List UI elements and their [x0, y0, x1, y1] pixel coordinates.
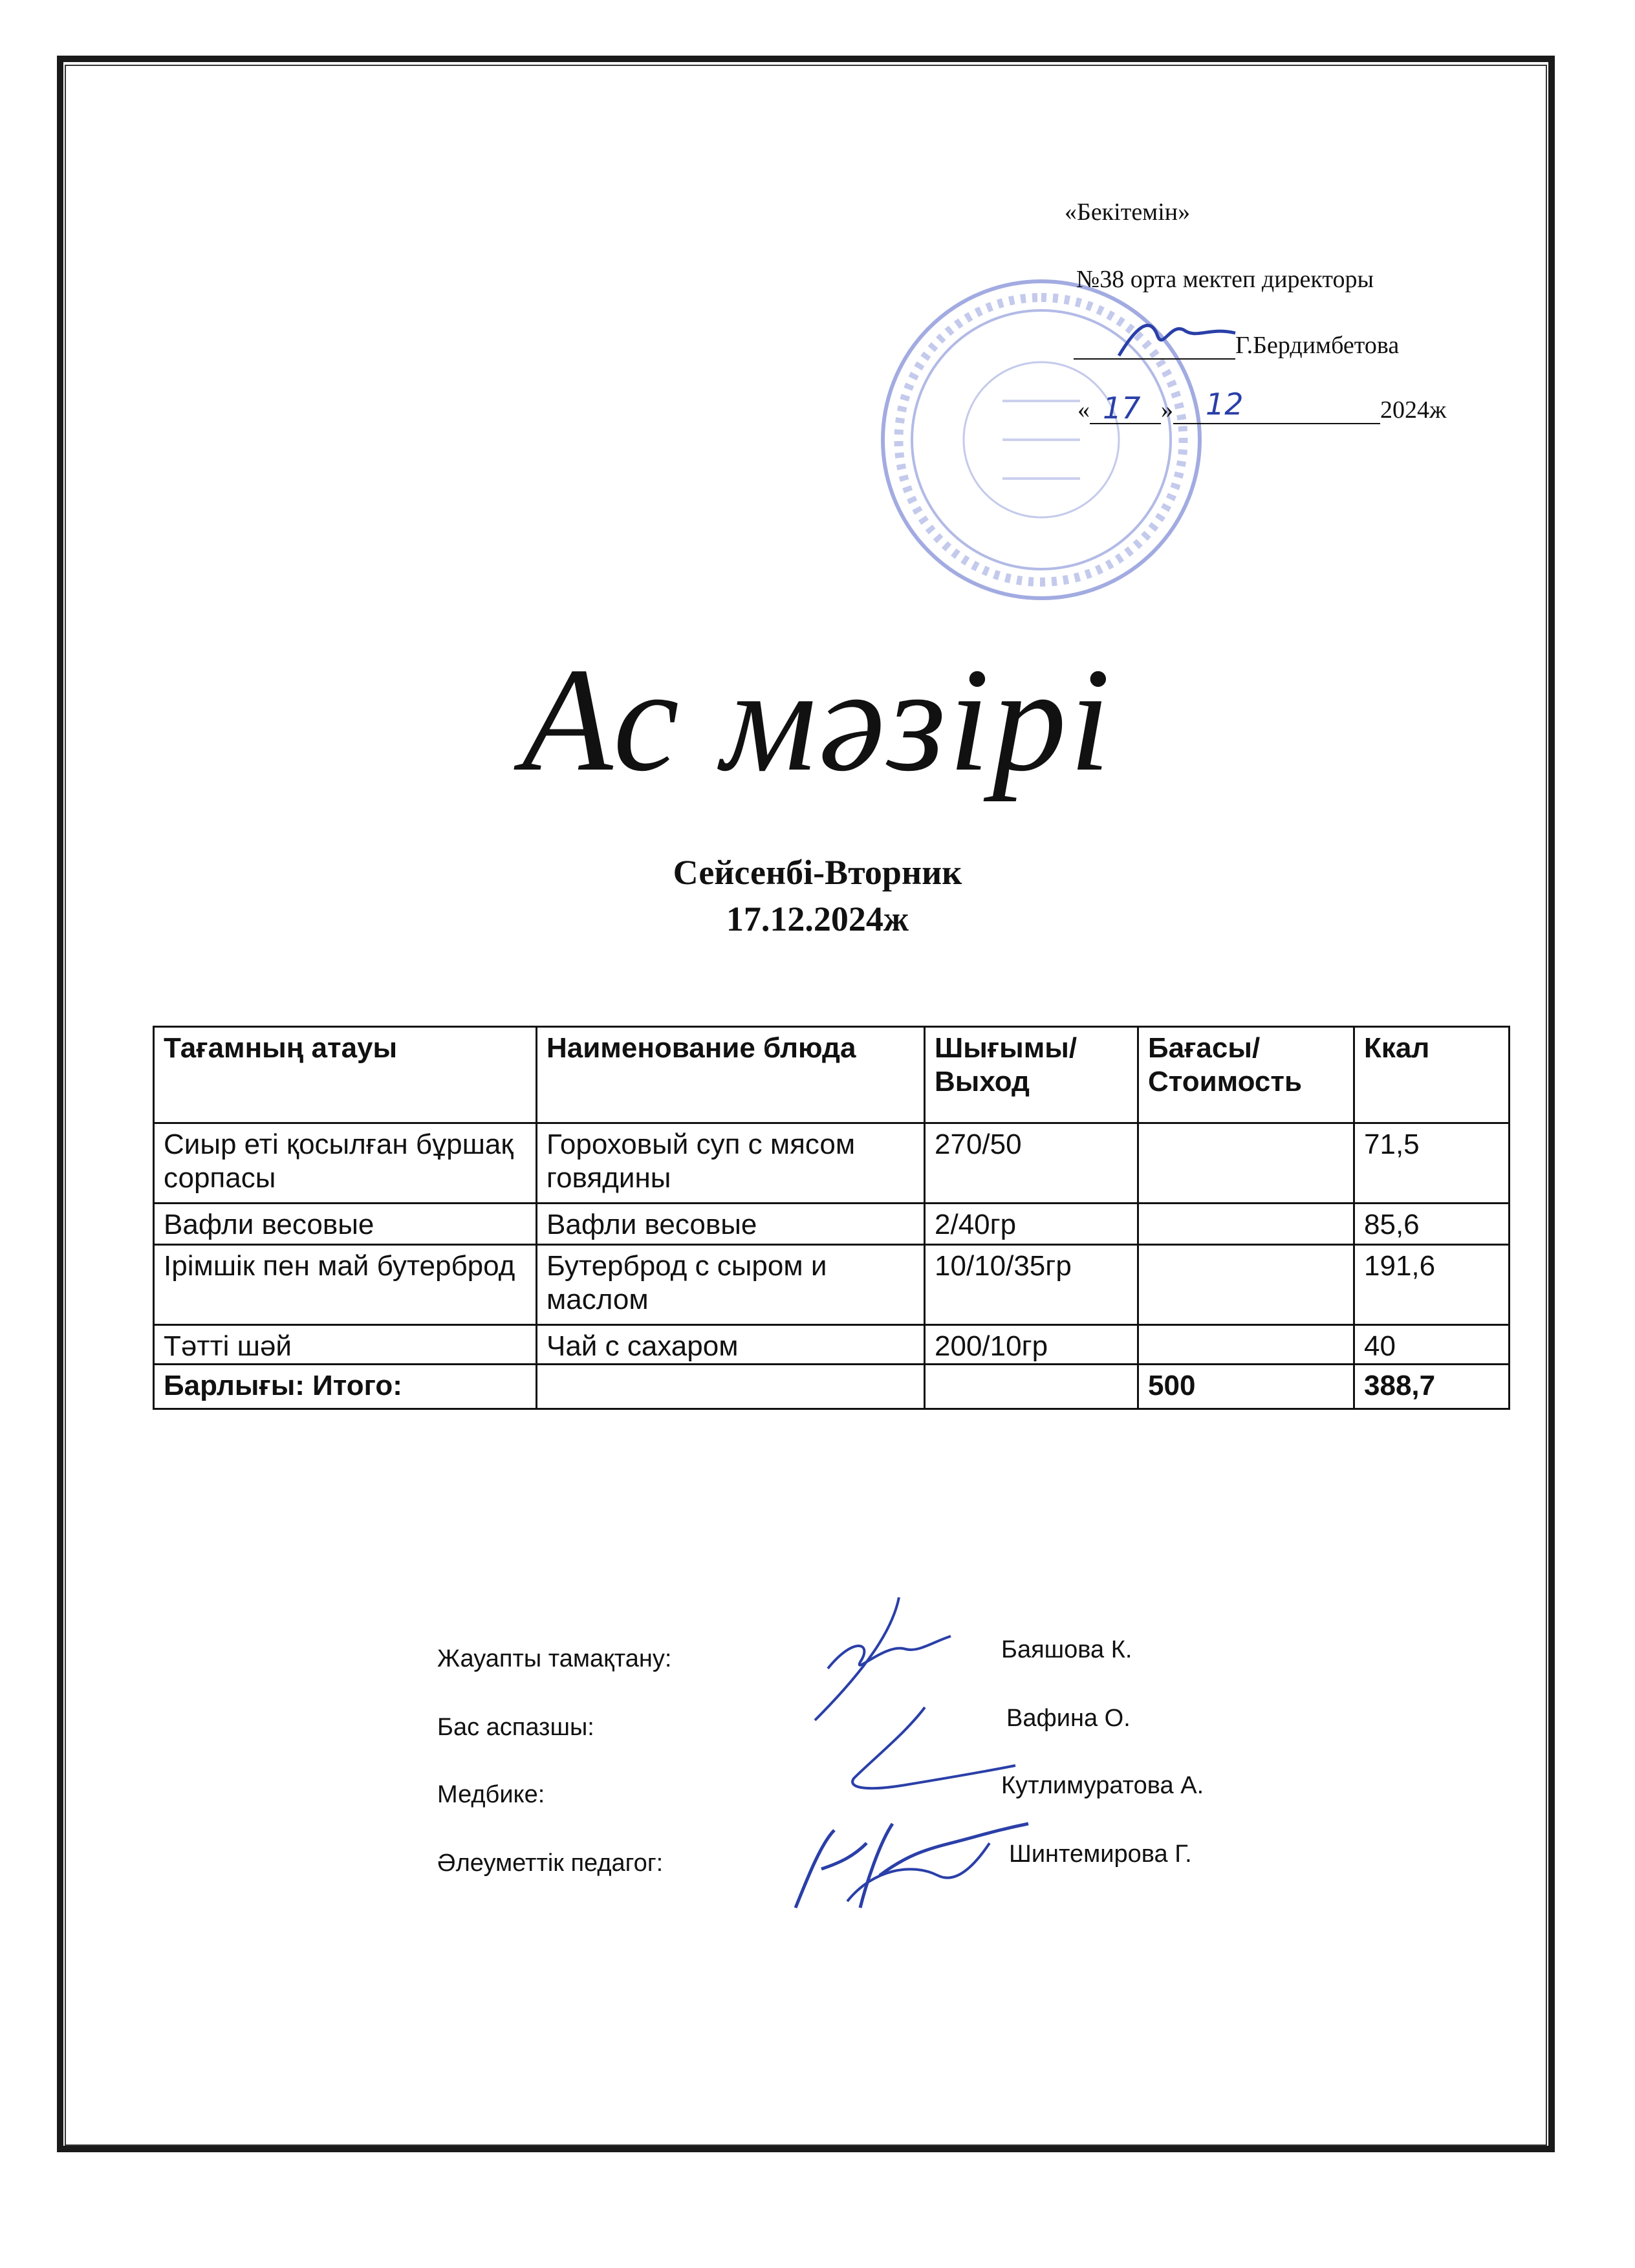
total-empty-2: [925, 1365, 1138, 1409]
table-row: [154, 1204, 1510, 1245]
signature-name: Шинтемирова Г.: [1009, 1841, 1192, 1868]
approval-director-title: №38 орта мектеп директоры: [1076, 266, 1374, 293]
cell-price: [1138, 1123, 1354, 1204]
cell-kz-name: Вафли весовые: [154, 1204, 537, 1245]
cell-output: 2/40гр: [925, 1204, 1138, 1245]
cell-output: 10/10/35гр: [925, 1245, 1138, 1325]
approval-date-line: [1077, 387, 1447, 426]
signature-role: Әлеуметтік педагог:: [437, 1850, 664, 1877]
signature-2-icon: [828, 1694, 1022, 1811]
menu-table: [153, 1026, 1510, 1410]
date-open-quote: «: [1077, 396, 1090, 424]
cell-price: [1138, 1325, 1354, 1365]
cell-ru-name: Чай с сахаром: [537, 1325, 925, 1365]
cell-output: 270/50: [925, 1123, 1138, 1204]
total-kcal: 388,7: [1354, 1365, 1510, 1409]
date-year: 2024ж: [1380, 396, 1447, 424]
table-row: [154, 1123, 1510, 1204]
header-kcal: Ккал: [1354, 1027, 1510, 1123]
director-signature-icon: [1112, 310, 1242, 369]
table-row: [154, 1245, 1510, 1325]
signature-name: Баяшова К.: [1001, 1636, 1132, 1663]
signature-role: Медбике:: [437, 1781, 545, 1808]
cell-kcal: 85,6: [1354, 1204, 1510, 1245]
cell-kcal: 40: [1354, 1325, 1510, 1365]
total-price: 500: [1138, 1365, 1354, 1409]
cell-kz-name: Ірімшік пен май бутерброд: [154, 1245, 537, 1325]
date-day-field: [1090, 391, 1161, 426]
menu-title: Ас мәзірі: [522, 637, 1113, 802]
signature-3-icon: [783, 1804, 1041, 1921]
signature-name: Вафина О.: [1006, 1705, 1131, 1732]
total-empty-1: [537, 1365, 925, 1409]
cell-output: 200/10гр: [925, 1325, 1138, 1365]
cell-kz-name: Тәтті шәй: [154, 1325, 537, 1365]
header-ru-name: Наименование блюда: [537, 1027, 925, 1123]
cell-kcal: 191,6: [1354, 1245, 1510, 1325]
cell-kcal: 71,5: [1354, 1123, 1510, 1204]
table-row: [154, 1325, 1510, 1365]
cell-kz-name: Сиыр еті қосылған бұршақ сорпасы: [154, 1123, 537, 1204]
menu-date: 17.12.2024ж: [726, 900, 909, 938]
signature-role: Жауапты тамақтану:: [437, 1645, 672, 1672]
total-label: Барлығы: Итого:: [154, 1365, 537, 1409]
table-header-row: [154, 1027, 1510, 1123]
header-kz-name: Тағамның атауы: [154, 1027, 537, 1123]
cell-ru-name: Бутерброд с сыром и маслом: [537, 1245, 925, 1325]
table-total-row: [154, 1365, 1510, 1409]
menu-day: Сейсенбі-Вторник: [673, 853, 962, 892]
cell-price: [1138, 1245, 1354, 1325]
approval-heading: «Бекітемін»: [1065, 199, 1191, 226]
date-month-value: 12: [1206, 387, 1244, 422]
header-price: Бағасы/ Стоимость: [1138, 1027, 1354, 1123]
header-output: Шығымы/ Выход: [925, 1027, 1138, 1123]
signature-role: Бас аспазшы:: [437, 1714, 594, 1741]
date-month-field: [1173, 387, 1380, 424]
date-day-value: 17: [1103, 391, 1141, 426]
date-close-quote: »: [1161, 396, 1173, 424]
signature-name: Кутлимуратова А.: [1001, 1772, 1204, 1799]
cell-price: [1138, 1204, 1354, 1245]
cell-ru-name: Вафли весовые: [537, 1204, 925, 1245]
cell-ru-name: Гороховый суп с мясом говядины: [537, 1123, 925, 1204]
director-name: Г.Бердимбетова: [1235, 332, 1400, 359]
